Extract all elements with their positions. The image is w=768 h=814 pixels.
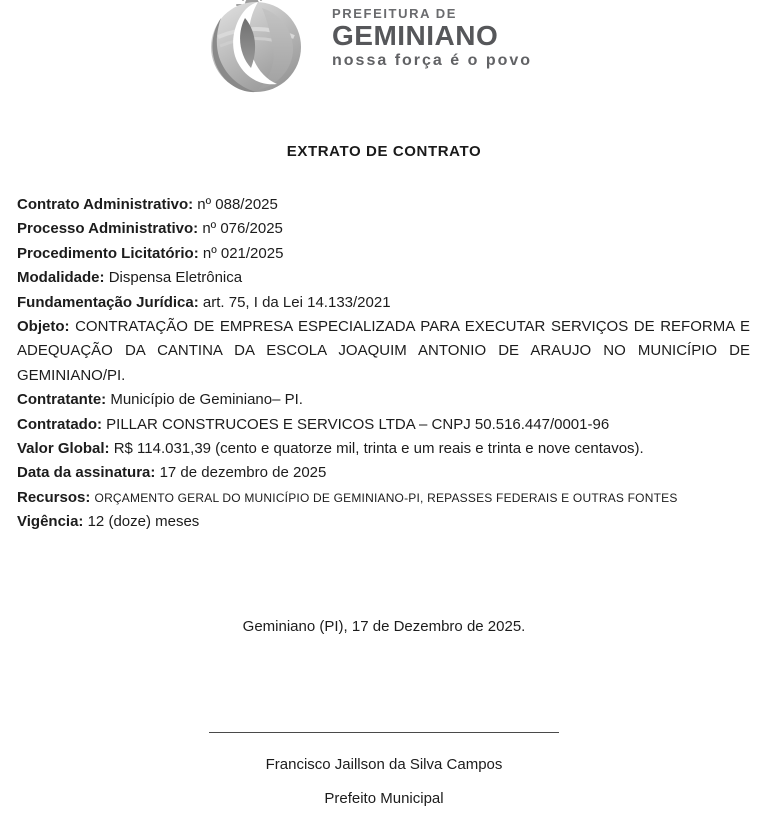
field-label: Modalidade: (17, 269, 105, 287)
signature-line (209, 732, 559, 733)
field-label: Contratado: (17, 415, 102, 433)
field-valor-global (17, 437, 750, 461)
field-label: Recursos: (17, 488, 91, 506)
field-data-assinatura (17, 461, 750, 485)
signer-name: Francisco Jaillson da Silva Campos (265, 755, 503, 773)
field-value: ORÇAMENTO GERAL DO MUNICÍPIO DE GEMINIANO-PI, REPASSES FEDERAIS E OUTRAS FONTES (94, 490, 678, 505)
org-name: GEMINIANO (332, 20, 499, 51)
field-value: art. 75, I da Lei 14.133/2021 (202, 293, 391, 311)
document-title: EXTRATO DE CONTRATO (286, 143, 482, 160)
field-label: Vigência: (17, 513, 84, 531)
field-label: Valor Global: (17, 440, 110, 458)
field-label: Data da assinatura: (17, 464, 156, 482)
field-value: CONTRATAÇÃO DE EMPRESA ESPECIALIZADA PARA EXECUTAR SERVIÇOS DE REFORMA E ADEQUAÇÃO DA CANTINA DA ESCOLA JOAQUIM ANTONIO DE ARAUJO NO MUNICÍPIO DE GEMINIANO/PI. (17, 318, 750, 384)
field-modalidade (17, 266, 750, 290)
field-value: Dispensa Eletrônica (108, 269, 243, 287)
field-value: nº 021/2025 (202, 244, 284, 262)
field-recursos (17, 486, 750, 510)
field-value: nº 076/2025 (202, 220, 283, 238)
field-contratante (17, 388, 750, 412)
org-line: PREFEITURA DE (332, 6, 458, 21)
org-slogan: nossa força é o povo (332, 52, 533, 69)
field-objeto (17, 315, 750, 388)
field-label: Processo Administrativo: (17, 220, 199, 238)
field-value: nº 088/2025 (197, 196, 278, 213)
document-header (0, 0, 768, 72)
signer-title: Prefeito Municipal (324, 789, 444, 807)
brand-block (332, 6, 532, 69)
field-value: Município de Geminiano– PI. (110, 391, 303, 409)
field-processo-administrativo (17, 217, 750, 241)
field-value: 12 (doze) meses (87, 513, 200, 531)
field-contrato-administrativo (17, 193, 750, 217)
sun-leaf-emblem-icon (208, 0, 304, 93)
field-value: R$ 114.031,39 (cento e quatorze mil, trinta e um reais e trinta e nove centavos). (113, 440, 644, 458)
field-label: Objeto: (17, 318, 70, 336)
field-label: Contrato Administrativo: (17, 196, 194, 213)
field-label: Contratante: (17, 391, 107, 409)
contract-fields (17, 193, 750, 535)
field-procedimento-licitatorio (17, 242, 750, 266)
field-fundamentacao-juridica (17, 291, 750, 315)
field-value: PILLAR CONSTRUCOES E SERVICOS LTDA – CNPJ 50.516.447/0001-96 (106, 415, 610, 433)
place-date-line: Geminiano (PI), 17 de Dezembro de 2025. (242, 617, 526, 635)
field-vigencia (17, 510, 750, 534)
field-label: Procedimento Licitatório: (17, 244, 199, 262)
field-contratado (17, 413, 750, 437)
field-value: 17 de dezembro de 2025 (159, 464, 327, 482)
field-label: Fundamentação Jurídica: (17, 293, 199, 311)
